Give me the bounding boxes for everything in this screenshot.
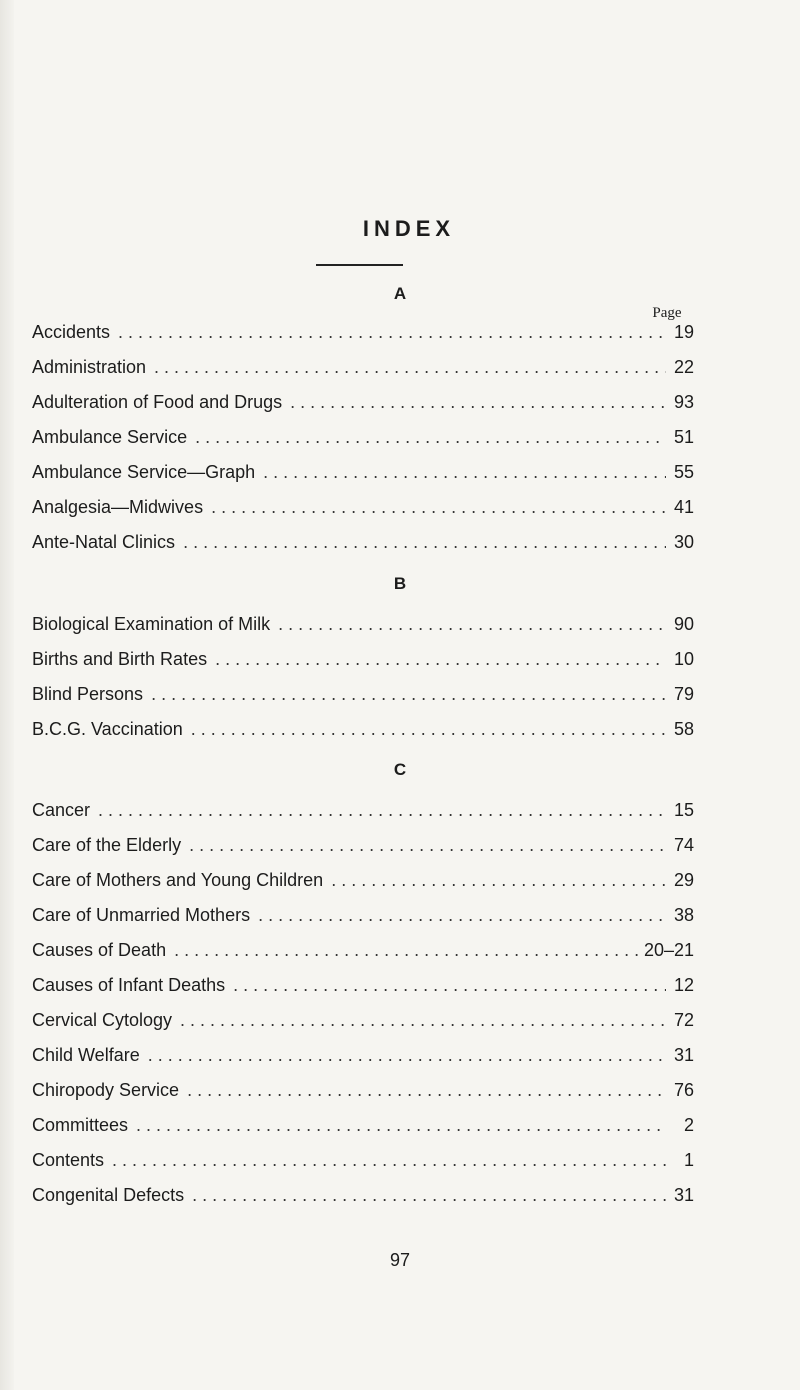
entry-label: Adulteration of Food and Drugs (32, 392, 283, 412)
page-gutter-shadow (0, 0, 14, 1390)
leader-dots (192, 1185, 666, 1206)
leader-dots (180, 1010, 666, 1031)
entry-label: Accidents (32, 322, 111, 342)
entry-label: Contents (32, 1150, 105, 1170)
leader-dots (290, 392, 666, 413)
leader-dots (233, 975, 666, 996)
entry-label: Ambulance Service (32, 427, 188, 447)
entry-label: Cancer (32, 800, 91, 820)
entry-page: 41 (673, 497, 694, 517)
entry-label: Causes of Infant Deaths (32, 975, 226, 995)
leader-dots (112, 1150, 666, 1171)
entry-page: 31 (673, 1185, 694, 1205)
entry-label: Care of Unmarried Mothers (32, 905, 251, 925)
title-underline (316, 264, 403, 266)
entry-page: 55 (673, 462, 694, 482)
index-entry (32, 684, 694, 714)
index-entry (32, 1185, 694, 1215)
leader-dots (331, 870, 666, 891)
page-number: 97 (389, 1250, 411, 1270)
entry-page: 58 (673, 719, 694, 739)
leader-dots (148, 1045, 666, 1066)
leader-dots (211, 497, 666, 518)
entry-label: Causes of Death (32, 940, 167, 960)
entry-label: Ambulance Service—Graph (32, 462, 256, 482)
page-column-heading: Page (652, 305, 682, 321)
entry-page: 1 (683, 1150, 694, 1170)
entry-page: 72 (673, 1010, 694, 1030)
entry-page: 76 (673, 1080, 694, 1100)
leader-dots (187, 1080, 666, 1101)
entry-page: 93 (673, 392, 694, 412)
leader-dots (174, 940, 638, 961)
entry-label: Births and Birth Rates (32, 649, 208, 669)
entry-label: Care of the Elderly (32, 835, 182, 855)
section-heading-a: A (393, 284, 407, 303)
index-entry (32, 719, 694, 749)
entry-page: 51 (673, 427, 694, 447)
leader-dots (183, 532, 666, 553)
entry-page: 19 (673, 322, 694, 342)
index-title: INDEX (362, 216, 456, 241)
entry-label: Cervical Cytology (32, 1010, 173, 1030)
index-entry (32, 392, 694, 422)
leader-dots (258, 905, 666, 926)
index-entry (32, 1010, 694, 1040)
section-heading-c: C (393, 760, 407, 779)
leader-dots (189, 835, 666, 856)
leader-dots (154, 357, 666, 378)
entry-label: Committees (32, 1115, 129, 1135)
leader-dots (215, 649, 666, 670)
leader-dots (191, 719, 666, 740)
entry-label: Care of Mothers and Young Children (32, 870, 324, 890)
index-entry (32, 1150, 694, 1180)
entry-page: 74 (673, 835, 694, 855)
index-entry (32, 649, 694, 679)
index-entry (32, 614, 694, 644)
index-entry (32, 497, 694, 527)
entry-page: 10 (673, 649, 694, 669)
entry-page: 30 (673, 532, 694, 552)
entry-label: Blind Persons (32, 684, 144, 704)
index-entry (32, 975, 694, 1005)
index-entry (32, 532, 694, 562)
index-entry (32, 357, 694, 387)
entry-page: 22 (673, 357, 694, 377)
entry-label: B.C.G. Vaccination (32, 719, 183, 739)
entry-label: Child Welfare (32, 1045, 140, 1065)
leader-dots (278, 614, 666, 635)
index-entry (32, 322, 694, 352)
entry-page: 79 (673, 684, 694, 704)
index-entry (32, 1115, 694, 1145)
index-entry (32, 870, 694, 900)
leader-dots (195, 427, 666, 448)
index-entry (32, 1045, 694, 1075)
entry-label: Congenital Defects (32, 1185, 185, 1205)
index-entry (32, 1080, 694, 1110)
entry-page: 15 (673, 800, 694, 820)
entry-page: 20–21 (643, 940, 694, 960)
entry-label: Analgesia—Midwives (32, 497, 204, 517)
entry-label: Chiropody Service (32, 1080, 180, 1100)
index-entry (32, 427, 694, 457)
entry-page: 31 (673, 1045, 694, 1065)
leader-dots (118, 322, 666, 343)
index-entry (32, 940, 694, 970)
leader-dots (136, 1115, 666, 1136)
leader-dots (263, 462, 666, 483)
index-entry (32, 800, 694, 830)
entry-page: 12 (673, 975, 694, 995)
entry-page: 29 (673, 870, 694, 890)
entry-page: 90 (673, 614, 694, 634)
entry-label: Administration (32, 357, 147, 377)
entry-page: 2 (683, 1115, 694, 1135)
section-heading-b: B (393, 574, 407, 593)
index-entry (32, 835, 694, 865)
index-entry (32, 905, 694, 935)
leader-dots (151, 684, 666, 705)
entry-label: Biological Examination of Milk (32, 614, 271, 634)
leader-dots (98, 800, 666, 821)
entry-page: 38 (673, 905, 694, 925)
index-entry (32, 462, 694, 492)
entry-label: Ante-Natal Clinics (32, 532, 176, 552)
